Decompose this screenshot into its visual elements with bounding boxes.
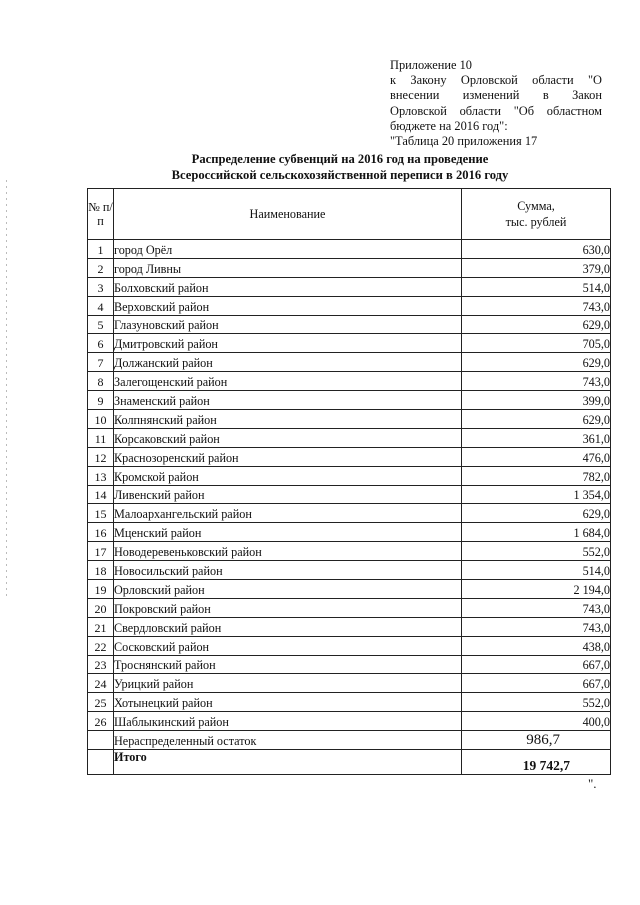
- row-value: 552,0: [462, 693, 611, 712]
- row-value: 629,0: [462, 410, 611, 429]
- appendix-line: к Закону Орловской области "О: [390, 73, 602, 88]
- row-name: Дмитровский район: [114, 334, 462, 353]
- appendix-line: Орловской области "Об областном: [390, 103, 602, 118]
- row-name: Залегощенский район: [114, 372, 462, 391]
- header-sum: [462, 189, 611, 240]
- total-name: Итого: [114, 750, 462, 775]
- table-row: [88, 296, 611, 315]
- row-name: Кромской район: [114, 466, 462, 485]
- table-row: [88, 447, 611, 466]
- row-number: 15: [88, 504, 114, 523]
- table-row: [88, 655, 611, 674]
- row-value: 630,0: [462, 240, 611, 259]
- row-value: 743,0: [462, 617, 611, 636]
- row-name: Новодеревеньковский район: [114, 542, 462, 561]
- table-row: [88, 466, 611, 485]
- row-number: 21: [88, 617, 114, 636]
- row-number: 19: [88, 580, 114, 599]
- row-number: 4: [88, 296, 114, 315]
- row-value: 361,0: [462, 428, 611, 447]
- row-value: 629,0: [462, 315, 611, 334]
- header-sum-line-1: Сумма,: [517, 199, 555, 213]
- header-name: Наименование: [114, 189, 462, 240]
- appendix-line: "Таблица 20 приложения 17: [390, 134, 538, 149]
- table-row: [88, 712, 611, 731]
- row-number: 9: [88, 391, 114, 410]
- subventions-table: [87, 188, 611, 775]
- table-row: [88, 598, 611, 617]
- appendix-header: [390, 58, 602, 149]
- row-value: 1 684,0: [462, 523, 611, 542]
- appendix-line: бюджете на 2016 год":: [390, 118, 508, 133]
- row-number: 5: [88, 315, 114, 334]
- row-value: 667,0: [462, 674, 611, 693]
- row-name: Колпнянский район: [114, 410, 462, 429]
- table-row: [88, 674, 611, 693]
- title-line-1: Распределение субвенций на 2016 год на проведение: [191, 152, 489, 166]
- row-value: 514,0: [462, 561, 611, 580]
- total-value: 19 742,7: [462, 750, 611, 775]
- table-row: [88, 485, 611, 504]
- row-number: 24: [88, 674, 114, 693]
- row-name: Хотынецкий район: [114, 693, 462, 712]
- table-row: [88, 315, 611, 334]
- row-name: город Орёл: [114, 240, 462, 259]
- row-name: Корсаковский район: [114, 428, 462, 447]
- row-value: 379,0: [462, 258, 611, 277]
- table-row: [88, 353, 611, 372]
- row-value: 705,0: [462, 334, 611, 353]
- row-number: 8: [88, 372, 114, 391]
- remainder-number-cell: [88, 731, 114, 750]
- row-value: 1 354,0: [462, 485, 611, 504]
- row-name: город Ливны: [114, 258, 462, 277]
- remainder-row: [88, 731, 611, 750]
- row-name: Верховский район: [114, 296, 462, 315]
- table-row: [88, 240, 611, 259]
- total-row: [88, 750, 611, 775]
- row-number: 13: [88, 466, 114, 485]
- table-body: [88, 240, 611, 731]
- table-row: [88, 428, 611, 447]
- table-row: [88, 504, 611, 523]
- table-header-row: [88, 189, 611, 240]
- row-name: Краснозоренский район: [114, 447, 462, 466]
- row-name: Орловский район: [114, 580, 462, 599]
- row-name: Мценский район: [114, 523, 462, 542]
- closing-quote-mark: ".: [588, 776, 597, 791]
- row-name: Должанский район: [114, 353, 462, 372]
- total-number-cell: [88, 750, 114, 775]
- row-number: 1: [88, 240, 114, 259]
- row-value: 629,0: [462, 504, 611, 523]
- row-number: 17: [88, 542, 114, 561]
- page-edge-mark: [6, 180, 7, 600]
- row-value: 399,0: [462, 391, 611, 410]
- appendix-line: Приложение 10: [390, 58, 472, 72]
- row-value: 514,0: [462, 277, 611, 296]
- row-number: 14: [88, 485, 114, 504]
- row-number: 20: [88, 598, 114, 617]
- table-row: [88, 636, 611, 655]
- row-name: Сосковский район: [114, 636, 462, 655]
- row-number: 2: [88, 258, 114, 277]
- row-name: Малоархангельский район: [114, 504, 462, 523]
- row-value: 552,0: [462, 542, 611, 561]
- table-row: [88, 693, 611, 712]
- remainder-value: 986,7: [462, 731, 611, 750]
- table-row: [88, 617, 611, 636]
- row-number: 3: [88, 277, 114, 296]
- title-line-2: Всероссийской сельскохозяйственной переписи в 2016 году: [171, 167, 509, 182]
- table-row: [88, 391, 611, 410]
- row-value: 476,0: [462, 447, 611, 466]
- row-name: Ливенский район: [114, 485, 462, 504]
- row-number: 6: [88, 334, 114, 353]
- row-name: Глазуновский район: [114, 315, 462, 334]
- row-name: Урицкий район: [114, 674, 462, 693]
- row-name: Покровский район: [114, 598, 462, 617]
- table-row: [88, 277, 611, 296]
- row-number: 16: [88, 523, 114, 542]
- row-number: 22: [88, 636, 114, 655]
- row-number: 11: [88, 428, 114, 447]
- row-number: 18: [88, 561, 114, 580]
- document-title: [110, 152, 570, 183]
- row-value: 782,0: [462, 466, 611, 485]
- row-number: 12: [88, 447, 114, 466]
- row-number: 25: [88, 693, 114, 712]
- table-row: [88, 523, 611, 542]
- row-value: 438,0: [462, 636, 611, 655]
- row-name: Шаблыкинский район: [114, 712, 462, 731]
- row-name: Троснянский район: [114, 655, 462, 674]
- header-number: № п/п: [88, 189, 114, 240]
- row-value: 2 194,0: [462, 580, 611, 599]
- row-name: Свердловский район: [114, 617, 462, 636]
- header-sum-line-2: тыс. рублей: [505, 215, 567, 229]
- row-name: Знаменский район: [114, 391, 462, 410]
- row-number: 26: [88, 712, 114, 731]
- appendix-line: внесении изменений в Закон: [390, 88, 602, 103]
- row-number: 10: [88, 410, 114, 429]
- table-row: [88, 372, 611, 391]
- row-number: 7: [88, 353, 114, 372]
- table-row: [88, 258, 611, 277]
- row-name: Новосильский район: [114, 561, 462, 580]
- row-number: 23: [88, 655, 114, 674]
- row-value: 743,0: [462, 296, 611, 315]
- row-value: 743,0: [462, 372, 611, 391]
- table-row: [88, 410, 611, 429]
- remainder-name: Нераспределенный остаток: [114, 731, 462, 750]
- row-value: 400,0: [462, 712, 611, 731]
- row-value: 667,0: [462, 655, 611, 674]
- table-row: [88, 580, 611, 599]
- row-value: 743,0: [462, 598, 611, 617]
- table-row: [88, 334, 611, 353]
- table-row: [88, 561, 611, 580]
- row-name: Болховский район: [114, 277, 462, 296]
- table-row: [88, 542, 611, 561]
- row-value: 629,0: [462, 353, 611, 372]
